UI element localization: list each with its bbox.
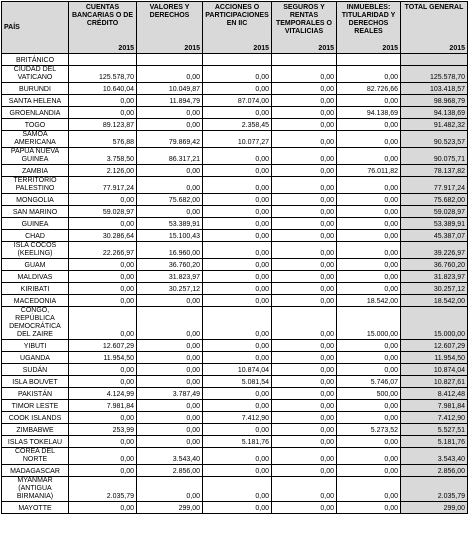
value-cell: 0,00 (272, 307, 337, 340)
table-row (2, 376, 468, 388)
total-cell: 10.827,61 (401, 376, 468, 388)
value-cell: 0,00 (272, 295, 337, 307)
total-cell: 75.682,00 (401, 194, 468, 206)
country-cell: SANTA HELENA (2, 95, 69, 107)
value-cell: 0,00 (69, 271, 137, 283)
value-cell: 0,00 (272, 376, 337, 388)
value-cell: 0,00 (337, 148, 401, 165)
value-cell: 7.412,90 (203, 412, 272, 424)
total-cell: 31.823,97 (401, 271, 468, 283)
value-cell: 0,00 (203, 148, 272, 165)
value-cell: 0,00 (69, 295, 137, 307)
value-cell: 4.124,99 (69, 388, 137, 400)
value-cell: 0,00 (337, 477, 401, 502)
table-row (2, 206, 468, 218)
total-cell: 8.412,48 (401, 388, 468, 400)
value-cell (137, 54, 203, 66)
value-cell: 0,00 (337, 340, 401, 352)
country-cell: ZIMBABWE (2, 424, 69, 436)
value-cell: 0,00 (337, 448, 401, 465)
value-cell: 576,88 (69, 131, 137, 148)
table-row (2, 448, 468, 465)
country-cell: MACEDONIA (2, 295, 69, 307)
value-cell: 0,00 (337, 352, 401, 364)
value-cell: 0,00 (272, 271, 337, 283)
value-cell: 10.874,04 (203, 364, 272, 376)
value-cell: 0,00 (337, 66, 401, 83)
value-cell: 0,00 (69, 448, 137, 465)
value-cell: 0,00 (337, 465, 401, 477)
value-cell: 0,00 (272, 95, 337, 107)
total-cell: 5.527,51 (401, 424, 468, 436)
table-body (2, 54, 468, 514)
value-cell: 0,00 (137, 165, 203, 177)
value-cell: 89.123,87 (69, 119, 137, 131)
value-cell: 0,00 (337, 400, 401, 412)
table-row (2, 54, 468, 66)
table-row (2, 242, 468, 259)
total-cell: 10.874,04 (401, 364, 468, 376)
value-cell: 0,00 (272, 477, 337, 502)
value-cell: 0,00 (69, 107, 137, 119)
table-row (2, 388, 468, 400)
total-cell: 5.181,76 (401, 436, 468, 448)
value-cell: 2.358,45 (203, 119, 272, 131)
value-cell: 0,00 (203, 477, 272, 502)
value-cell: 0,00 (272, 230, 337, 242)
value-cell: 0,00 (69, 95, 137, 107)
country-cell: BURUNDI (2, 83, 69, 95)
table-row (2, 230, 468, 242)
value-cell: 0,00 (203, 271, 272, 283)
country-cell: SAMOA AMERICANA (2, 131, 69, 148)
total-cell: 90.075,71 (401, 148, 468, 165)
header-column (272, 2, 337, 54)
value-cell: 0,00 (69, 283, 137, 295)
value-cell: 0,00 (203, 165, 272, 177)
value-cell: 2.035,79 (69, 477, 137, 502)
value-cell: 5.081,54 (203, 376, 272, 388)
header-column-year: 2015 (382, 45, 398, 52)
value-cell: 0,00 (69, 307, 137, 340)
table-row (2, 307, 468, 340)
value-cell: 0,00 (337, 218, 401, 230)
value-cell: 82.726,66 (337, 83, 401, 95)
country-cell: COOK ISLANDS (2, 412, 69, 424)
table-row (2, 465, 468, 477)
table-header (2, 2, 468, 54)
value-cell: 10.640,04 (69, 83, 137, 95)
value-cell: 0,00 (69, 259, 137, 271)
total-cell: 125.578,70 (401, 66, 468, 83)
country-table-container (1, 1, 468, 514)
total-cell: 3.543,40 (401, 448, 468, 465)
value-cell: 0,00 (272, 465, 337, 477)
value-cell: 31.823,97 (137, 271, 203, 283)
total-cell: 299,00 (401, 502, 468, 514)
value-cell: 0,00 (337, 242, 401, 259)
value-cell: 0,00 (203, 400, 272, 412)
value-cell: 0,00 (137, 436, 203, 448)
total-cell: 103.418,57 (401, 83, 468, 95)
header-column-year: 2015 (118, 45, 134, 52)
country-cell: CIUDAD DEL VATICANO (2, 66, 69, 83)
value-cell: 0,00 (203, 107, 272, 119)
value-cell: 0,00 (337, 283, 401, 295)
header-column-label: INMUEBLES: TITULARIDAD Y DERECHOS REALES (341, 4, 396, 35)
value-cell: 0,00 (137, 364, 203, 376)
country-cell: SUDÁN (2, 364, 69, 376)
country-cell: PAKISTÁN (2, 388, 69, 400)
value-cell: 0,00 (137, 412, 203, 424)
country-cell: COREA DEL NORTE (2, 448, 69, 465)
country-cell: TOGO (2, 119, 69, 131)
value-cell: 0,00 (272, 131, 337, 148)
table-row (2, 477, 468, 502)
value-cell: 53.389,91 (137, 218, 203, 230)
header-column-label: ACCIONES O PARTICIPACIONES EN IIC (205, 4, 269, 27)
value-cell: 15.100,43 (137, 230, 203, 242)
value-cell: 59.028,97 (69, 206, 137, 218)
country-cell: TIMOR LESTE (2, 400, 69, 412)
table-row (2, 271, 468, 283)
total-cell: 94.138,69 (401, 107, 468, 119)
total-cell: 36.760,20 (401, 259, 468, 271)
country-cell: PAPUA NUEVA GUINEA (2, 148, 69, 165)
value-cell: 253,99 (69, 424, 137, 436)
total-cell: 7.981,84 (401, 400, 468, 412)
value-cell: 2.856,00 (137, 465, 203, 477)
value-cell: 3.758,50 (69, 148, 137, 165)
header-column-year: 2015 (253, 45, 269, 52)
value-cell (69, 54, 137, 66)
value-cell: 0,00 (203, 465, 272, 477)
value-cell: 0,00 (272, 283, 337, 295)
value-cell: 0,00 (69, 194, 137, 206)
table-row (2, 131, 468, 148)
value-cell: 0,00 (272, 119, 337, 131)
value-cell: 94.138,69 (337, 107, 401, 119)
value-cell: 10.049,87 (137, 83, 203, 95)
value-cell: 0,00 (337, 95, 401, 107)
value-cell: 0,00 (272, 259, 337, 271)
value-cell: 79.869,42 (137, 131, 203, 148)
value-cell: 5.273,52 (337, 424, 401, 436)
value-cell: 0,00 (203, 194, 272, 206)
value-cell: 76.011,82 (337, 165, 401, 177)
value-cell (203, 54, 272, 66)
value-cell: 0,00 (337, 271, 401, 283)
value-cell: 0,00 (137, 400, 203, 412)
country-cell: SAN MARINO (2, 206, 69, 218)
country-cell: GROENLANDIA (2, 107, 69, 119)
value-cell: 0,00 (272, 340, 337, 352)
value-cell: 0,00 (272, 83, 337, 95)
total-cell (401, 54, 468, 66)
value-cell: 0,00 (337, 259, 401, 271)
value-cell: 0,00 (137, 376, 203, 388)
value-cell: 0,00 (337, 412, 401, 424)
value-cell: 0,00 (203, 242, 272, 259)
header-column-year: 2015 (449, 45, 465, 52)
value-cell: 36.760,20 (137, 259, 203, 271)
header-country: PAÍS (2, 2, 69, 54)
total-cell: 45.387,07 (401, 230, 468, 242)
value-cell: 0,00 (137, 477, 203, 502)
header-column (137, 2, 203, 54)
value-cell: 3.543,40 (137, 448, 203, 465)
value-cell: 0,00 (203, 352, 272, 364)
value-cell: 0,00 (272, 107, 337, 119)
value-cell: 0,00 (272, 502, 337, 514)
value-cell: 0,00 (137, 340, 203, 352)
value-cell: 0,00 (337, 206, 401, 218)
value-cell: 11.954,50 (69, 352, 137, 364)
value-cell: 0,00 (272, 177, 337, 194)
value-cell: 0,00 (337, 502, 401, 514)
total-cell: 59.028,97 (401, 206, 468, 218)
table-row (2, 436, 468, 448)
header-column (203, 2, 272, 54)
value-cell: 0,00 (203, 177, 272, 194)
value-cell: 0,00 (69, 376, 137, 388)
value-cell: 0,00 (137, 307, 203, 340)
table-row (2, 95, 468, 107)
value-cell: 0,00 (69, 502, 137, 514)
country-cell: ZAMBIA (2, 165, 69, 177)
total-cell: 77.917,24 (401, 177, 468, 194)
value-cell: 0,00 (272, 218, 337, 230)
total-cell: 90.523,57 (401, 131, 468, 148)
table-row (2, 283, 468, 295)
value-cell: 0,00 (203, 66, 272, 83)
table-row (2, 148, 468, 165)
value-cell: 0,00 (203, 502, 272, 514)
value-cell: 0,00 (137, 66, 203, 83)
country-cell: TERRITORIO PALESTINO (2, 177, 69, 194)
country-cell: MYANMAR (ANTIGUA BIRMANIA) (2, 477, 69, 502)
total-cell: 2.035,79 (401, 477, 468, 502)
table-row (2, 295, 468, 307)
value-cell: 0,00 (272, 448, 337, 465)
value-cell: 0,00 (337, 230, 401, 242)
value-cell: 0,00 (272, 400, 337, 412)
table-row (2, 412, 468, 424)
value-cell: 0,00 (203, 340, 272, 352)
total-cell: 7.412,90 (401, 412, 468, 424)
table-row (2, 502, 468, 514)
value-cell: 0,00 (272, 352, 337, 364)
table-row (2, 83, 468, 95)
value-cell: 3.787,49 (137, 388, 203, 400)
country-cell: ISLA COCOS (KEELING) (2, 242, 69, 259)
value-cell: 0,00 (203, 230, 272, 242)
country-cell: GUAM (2, 259, 69, 271)
value-cell: 0,00 (203, 283, 272, 295)
value-cell: 77.917,24 (69, 177, 137, 194)
value-cell: 0,00 (203, 259, 272, 271)
header-column-year: 2015 (318, 45, 334, 52)
header-column-label: TOTAL GENERAL (404, 4, 464, 11)
value-cell: 0,00 (272, 436, 337, 448)
country-cell: ISLA BOUVET (2, 376, 69, 388)
value-cell: 0,00 (337, 119, 401, 131)
table-row (2, 165, 468, 177)
value-cell: 0,00 (272, 194, 337, 206)
country-cell: GUINEA (2, 218, 69, 230)
value-cell: 7.981,84 (69, 400, 137, 412)
value-cell: 0,00 (203, 218, 272, 230)
country-cell: CONGO, REPÚBLICA DEMOCRÁTICA DEL ZAIRE (2, 307, 69, 340)
country-cell: CHAD (2, 230, 69, 242)
country-cell: UGANDA (2, 352, 69, 364)
header-column-total (401, 2, 468, 54)
value-cell: 5.181,76 (203, 436, 272, 448)
value-cell: 0,00 (272, 165, 337, 177)
value-cell: 299,00 (137, 502, 203, 514)
value-cell: 0,00 (337, 194, 401, 206)
header-column (337, 2, 401, 54)
value-cell: 30.286,64 (69, 230, 137, 242)
table-row (2, 107, 468, 119)
value-cell: 0,00 (203, 424, 272, 436)
total-cell: 39.226,97 (401, 242, 468, 259)
table-row (2, 218, 468, 230)
table-row (2, 194, 468, 206)
value-cell: 0,00 (203, 295, 272, 307)
value-cell: 75.682,00 (137, 194, 203, 206)
country-cell: YIBUTI (2, 340, 69, 352)
value-cell: 0,00 (69, 412, 137, 424)
table-row (2, 424, 468, 436)
value-cell: 0,00 (272, 206, 337, 218)
table-row (2, 119, 468, 131)
total-cell: 98.968,79 (401, 95, 468, 107)
value-cell: 0,00 (272, 412, 337, 424)
table-row (2, 352, 468, 364)
value-cell: 0,00 (137, 206, 203, 218)
country-cell: MAYOTTE (2, 502, 69, 514)
country-cell: MONGOLIA (2, 194, 69, 206)
value-cell: 87.074,00 (203, 95, 272, 107)
value-cell: 0,00 (137, 107, 203, 119)
value-cell: 0,00 (337, 436, 401, 448)
value-cell: 125.578,70 (69, 66, 137, 83)
value-cell: 11.894,79 (137, 95, 203, 107)
table-row (2, 66, 468, 83)
value-cell: 18.542,00 (337, 295, 401, 307)
total-cell: 18.542,00 (401, 295, 468, 307)
value-cell: 0,00 (69, 218, 137, 230)
value-cell: 0,00 (137, 295, 203, 307)
value-cell: 2.126,00 (69, 165, 137, 177)
table-row (2, 177, 468, 194)
header-column-year: 2015 (184, 45, 200, 52)
value-cell: 0,00 (337, 131, 401, 148)
value-cell: 5.746,07 (337, 376, 401, 388)
value-cell: 0,00 (337, 364, 401, 376)
value-cell: 0,00 (272, 148, 337, 165)
value-cell: 0,00 (69, 436, 137, 448)
value-cell: 0,00 (337, 177, 401, 194)
value-cell: 15.000,00 (337, 307, 401, 340)
value-cell: 0,00 (272, 66, 337, 83)
value-cell: 0,00 (203, 388, 272, 400)
value-cell: 0,00 (69, 465, 137, 477)
table-row (2, 259, 468, 271)
value-cell: 10.077,27 (203, 131, 272, 148)
country-cell: MALDIVAS (2, 271, 69, 283)
value-cell: 0,00 (137, 352, 203, 364)
header-column-label: CUENTAS BANCARIAS O DE CRÉDITO (71, 4, 134, 27)
total-cell: 12.607,29 (401, 340, 468, 352)
value-cell: 86.317,21 (137, 148, 203, 165)
header-column (69, 2, 137, 54)
value-cell: 22.266,97 (69, 242, 137, 259)
value-cell: 12.607,29 (69, 340, 137, 352)
value-cell: 500,00 (337, 388, 401, 400)
value-cell: 0,00 (272, 388, 337, 400)
value-cell: 0,00 (69, 364, 137, 376)
total-cell: 91.482,32 (401, 119, 468, 131)
value-cell: 0,00 (272, 242, 337, 259)
country-cell: ISLAS TOKELAU (2, 436, 69, 448)
value-cell: 0,00 (203, 206, 272, 218)
header-column-label: VALORES Y DERECHOS (149, 4, 190, 19)
value-cell: 0,00 (137, 177, 203, 194)
table-row (2, 400, 468, 412)
country-cell: MADAGASCAR (2, 465, 69, 477)
country-assets-table (1, 1, 468, 514)
value-cell: 0,00 (137, 424, 203, 436)
total-cell: 78.137,82 (401, 165, 468, 177)
value-cell: 0,00 (203, 448, 272, 465)
value-cell: 0,00 (137, 119, 203, 131)
table-row (2, 364, 468, 376)
value-cell (272, 54, 337, 66)
total-cell: 15.000,00 (401, 307, 468, 340)
value-cell: 16.960,00 (137, 242, 203, 259)
table-row (2, 340, 468, 352)
country-cell: KIRIBATI (2, 283, 69, 295)
value-cell: 30.257,12 (137, 283, 203, 295)
value-cell: 0,00 (203, 83, 272, 95)
value-cell: 0,00 (203, 307, 272, 340)
total-cell: 11.954,50 (401, 352, 468, 364)
country-cell: BRITÁNICO (2, 54, 69, 66)
value-cell (337, 54, 401, 66)
value-cell: 0,00 (272, 424, 337, 436)
total-cell: 53.389,91 (401, 218, 468, 230)
header-column-label: SEGUROS Y RENTAS TEMPORALES O VITALICIAS (275, 4, 332, 35)
total-cell: 30.257,12 (401, 283, 468, 295)
value-cell: 0,00 (272, 364, 337, 376)
total-cell: 2.856,00 (401, 465, 468, 477)
